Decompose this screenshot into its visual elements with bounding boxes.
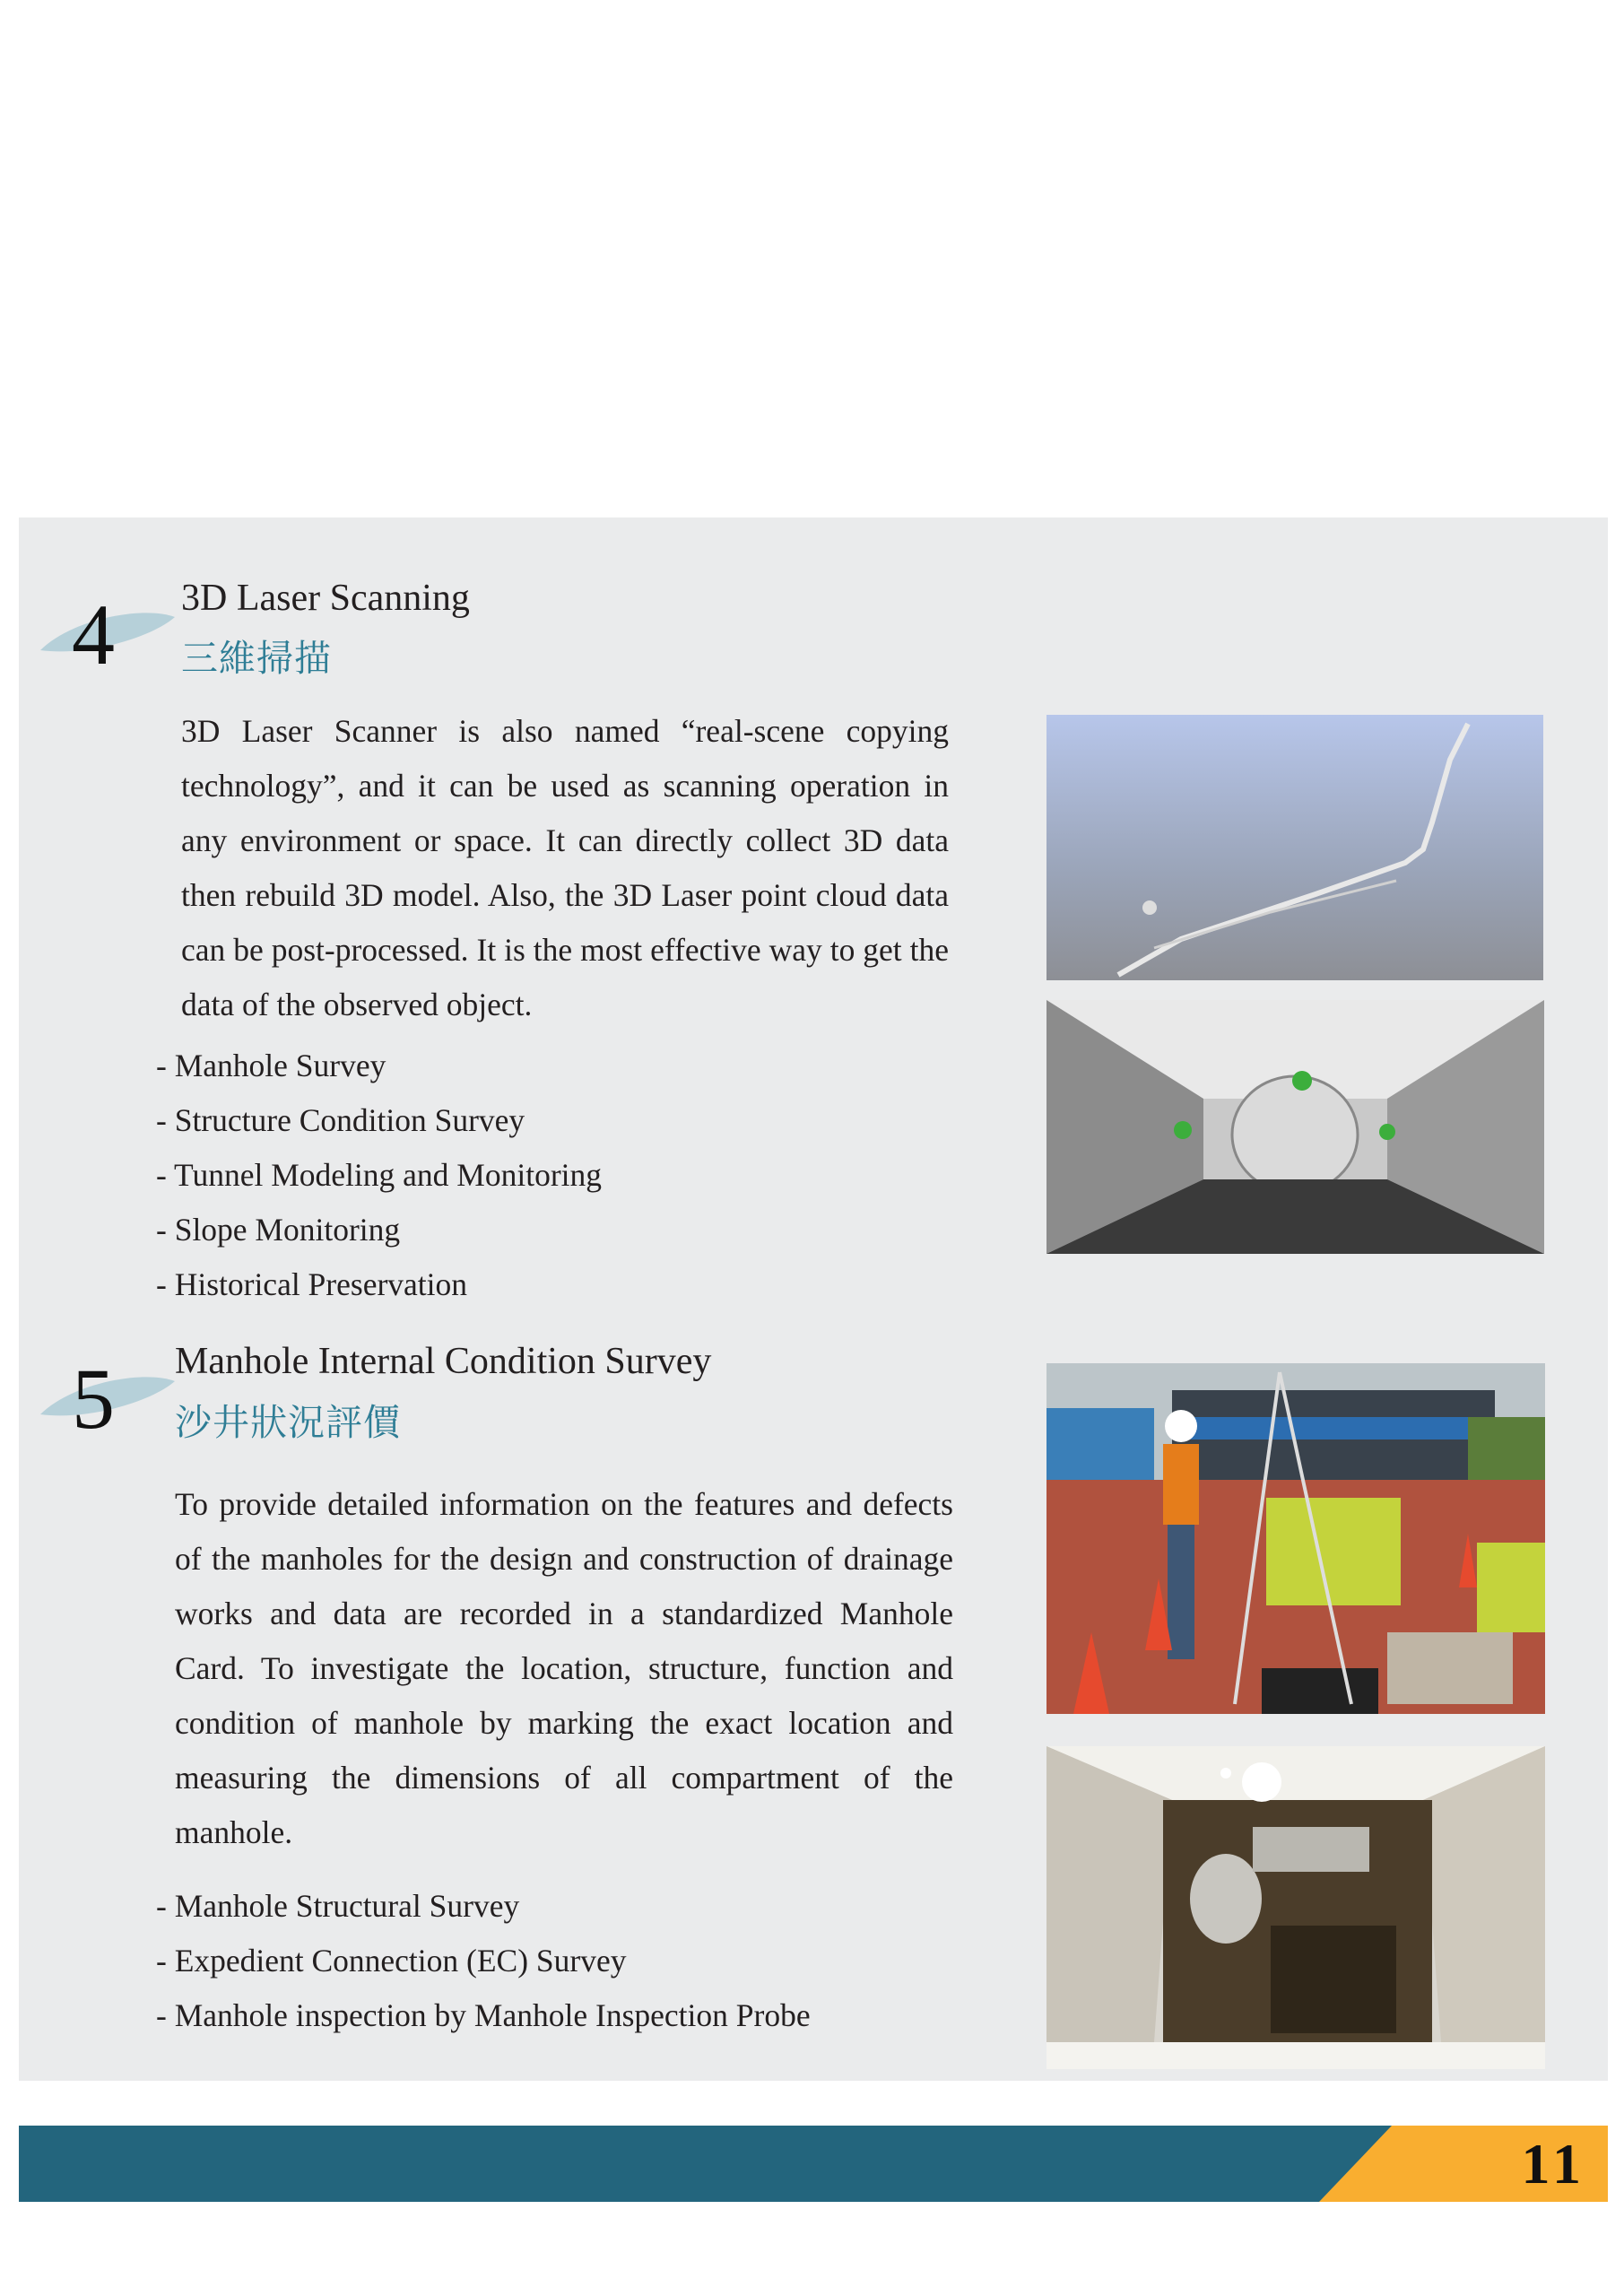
section-4-paragraph: 3D Laser Scanner is also named “real-scene copying technology”, and it can be used as scanning operation in any environment or space. It can directly collect 3D data then rebuild 3D model. Also, the 3D Laser point cloud data can be post-processed. It is the most effective way to get the data of the observed object. [181,713,949,1022]
section-4-bullet-list [156,1039,602,1312]
footer-bar [19,2126,1608,2202]
page-number: 11 [1521,2132,1586,2196]
section-5-number: 5 [72,1351,115,1447]
point-cloud-image [1046,715,1543,980]
section-4-title: 3D Laser Scanning [181,578,470,619]
section-5-paragraph: To provide detailed information on the features and defects of the manholes for the design and construction of drainage works and data are recorded in a standardized Manhole Card. To investigate the location, structure, function and condition of manhole by marking the exact location and measuring the dimensions of all compartment of the manhole. [175,1486,953,1850]
section-4-title-zh: 三維掃描 [181,637,332,680]
section-5-title-zh: 沙井狀況評價 [175,1401,401,1444]
list-item: - Expedient Connection (EC) Survey [156,1943,627,1979]
manhole-interior-photo [1046,1746,1545,2069]
list-item: - Historical Preservation [156,1266,468,1302]
manhole-survey-photo [1046,1363,1545,1714]
list-item: - Manhole Structural Survey [156,1888,520,1924]
section-4-number: 4 [72,587,115,683]
section-5-title: Manhole Internal Condition Survey [175,1341,712,1382]
list-item: - Manhole Survey [156,1048,386,1083]
list-item: - Tunnel Modeling and Monitoring [156,1157,603,1193]
list-item: - Manhole inspection by Manhole Inspection Probe [156,1997,811,2033]
tunnel-scan-image [1046,1000,1544,1254]
list-item: - Slope Monitoring [156,1212,401,1248]
list-item: - Structure Condition Survey [156,1102,525,1138]
section-5-bullet-list [156,1879,811,2043]
